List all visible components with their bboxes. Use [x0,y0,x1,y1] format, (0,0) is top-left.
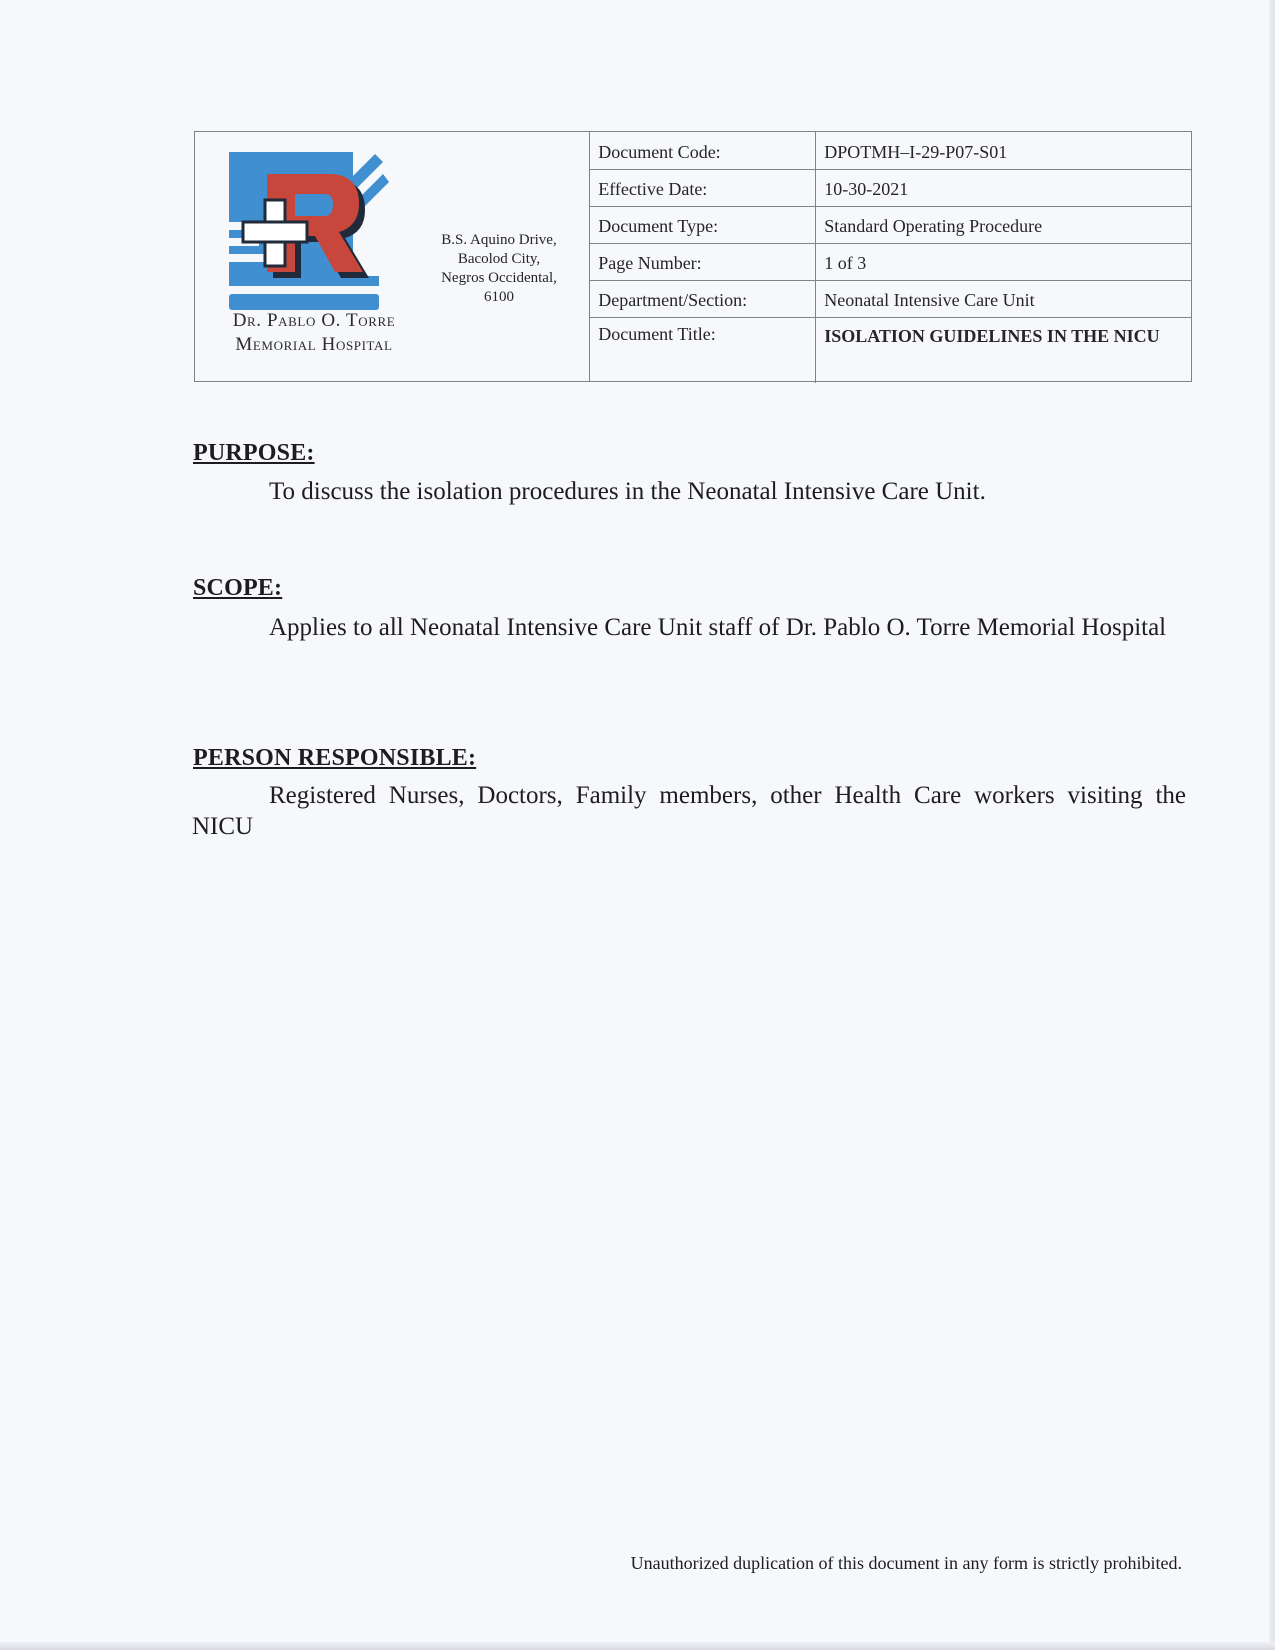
person-responsible-heading: PERSON RESPONSIBLE: [193,745,477,771]
logo-stripe [229,294,379,310]
table-row [590,317,1191,383]
department-label: Department/Section: [590,280,816,317]
table-row [590,206,1191,243]
hospital-address [421,231,577,307]
address-line: B.S. Aquino Drive, [441,232,557,248]
effective-date-label: Effective Date: [590,169,816,206]
purpose-text: To discuss the isolation procedures in the Neonatal Intensive Care Unit. [269,478,986,505]
document-type-value: Standard Operating Procedure [816,206,1191,243]
document-title-value: ISOLATION GUIDELINES IN THE NICU [824,325,1160,346]
hospital-name [207,309,421,357]
department-value: Neonatal Intensive Care Unit [816,280,1191,317]
table-row [590,243,1191,280]
page-number-label: Page Number: [590,243,816,280]
address-line: Negros Occidental, [441,270,557,286]
document-title-label: Document Title: [590,317,816,383]
address-line: 6100 [484,289,514,305]
document-header [194,131,1192,382]
page-edge [1269,0,1275,1650]
table-row [590,132,1191,169]
document-code-label: Document Code: [590,132,816,169]
effective-date-value: 10-30-2021 [816,169,1191,206]
hospital-identity [195,132,590,381]
purpose-heading: PURPOSE: [193,440,315,466]
table-row [590,280,1191,317]
address-line: Bacolod City, [457,251,541,267]
hospital-name-line: Dr. Pablo O. Torre [232,310,396,331]
document-type-label: Document Type: [590,206,816,243]
hospital-logo-icon [229,152,389,312]
hospital-name-line: Memorial Hospital [235,334,393,355]
document-info-table [590,132,1191,383]
logo-letter-counter [295,194,333,216]
table-row [590,169,1191,206]
person-responsible-text: Registered Nurses, Doctors, Family members, other Health Care workers visiting the NICU [192,782,1186,840]
page-number-value: 1 of 3 [816,243,1191,280]
scope-text: Applies to all Neonatal Intensive Care Unit staff of Dr. Pablo O. Torre Memorial Hospital [269,614,1167,641]
footer-note: Unauthorized duplication of this document in any form is strictly prohibited. [630,1553,1182,1573]
page-edge [0,1642,1275,1650]
document-code-value: DPOTMH–I-29-P07-S01 [816,132,1191,169]
logo-cross [267,224,283,240]
scope-heading: SCOPE: [193,575,283,601]
